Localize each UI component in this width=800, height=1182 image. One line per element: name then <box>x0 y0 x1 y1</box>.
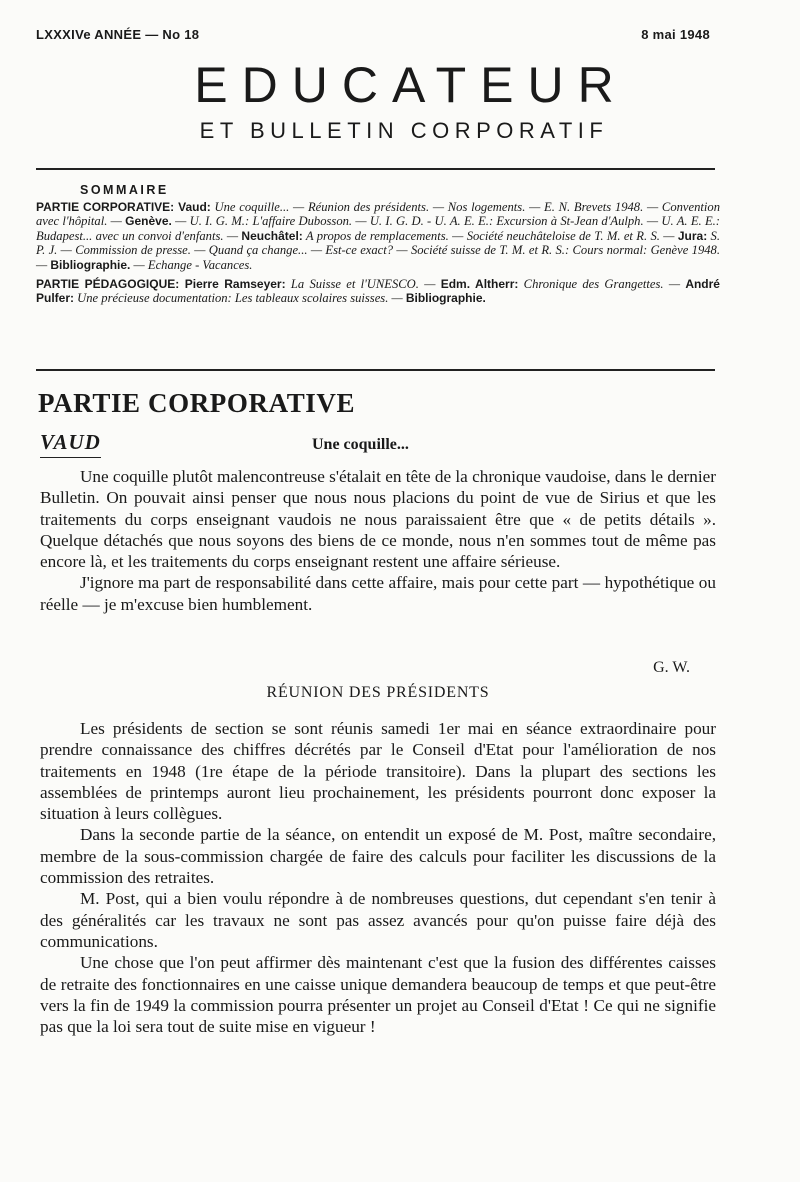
masthead <box>0 58 800 144</box>
toc-corporative: PARTIE CORPORATIVE: Vaud: Une coquille... — Réunion des présidents. — Nos logements. — E. N. Brevets 1948. — Convention avec l'hôpital. — Genève. — U. I. G. M.: L'affaire Dubosson. — U. I. G. D. - U. A. E. E.: Excursion à St-Jean d'Aulph. — U. A. E. E.: Budapest... avec un convoi d'enfants. — Neuchâtel: A propos de remplacements. — Société neuchâteloise de T. M. et R. S. — Jura: S. P. J. — Commission de presse. — Quand ça change... — Est-ce exact? — Société suisse de T. M. et R. S.: Cours normal: Genève 1948. — Bibliographie. — Echange - Vacances. <box>36 199 721 272</box>
toc-bibliographie-2: Bibliographie. <box>405 291 486 306</box>
toc-heading: SOMMAIRE <box>80 183 169 197</box>
toc-pedagogique: PARTIE PÉDAGOGIQUE: Pierre Ramseyer: La Suisse et l'UNESCO. — Edm. Altherr: Chronique des Grangettes. — André Pulfer: Une précieuse documentation: Les tableaux scolaires suisses. — Bibliographie. <box>36 276 720 306</box>
canton-heading: VAUD <box>40 430 101 458</box>
signature: G. W. <box>653 659 690 676</box>
toc-author-ramseyer: Pierre Ramseyer <box>184 276 282 291</box>
paragraph: Dans la seconde partie de la séance, on entendit un exposé de M. Post, maître secondaire, membre de la sous-commission chargée de faire des calculs pour faciliter les discussions de la commission des retraites. <box>40 825 716 888</box>
subsection-heading: RÉUNION DES PRÉSIDENTS <box>266 684 490 701</box>
toc-author-altherr: Edm. Altherr <box>440 276 515 291</box>
issue-number: LXXXIVe ANNÉE — No 18 <box>36 27 200 42</box>
toc-author-pulfer: André Pulfer <box>36 276 720 306</box>
toc-jura: Jura <box>677 228 704 243</box>
toc-jura-items: S. P. J. — Commission de presse. — Quand ça change... — Est-ce exact? — Société suisse de T. M. et R. S.: Cours normal: Genève 1948. — <box>36 228 721 272</box>
divider-top <box>36 168 715 170</box>
toc-geneve-items: — U. I. G. M.: L'affaire Dubosson. — U. I. G. D. - U. A. E. E.: Excursion à St-Jean d'Aulph. — U. A. E. E.: Budapest... avec un convoi d'enfants. — <box>36 214 720 243</box>
article-title: Une coquille... <box>312 436 409 453</box>
paragraph: J'ignore ma part de responsabilité dans cette affaire, mais pour cette part — hypothétique ou réelle — je m'excuse bien humblement. <box>40 573 716 614</box>
paragraph: Une coquille plutôt malencontreuse s'étalait en tête de la chronique vaudoise, dans le dernier Bulletin. On pouvait ainsi penser que nous nous placions du point de vue de Sirius et que les traitements du corps enseignant vaudois ne nous paraissaient être que « de petits détails ». Quelque détachés que nous soyons des biens de ce monde, nous n'en sommes tout de même pas encore là, et les traitements du corps enseignant restent une affaire sérieuse. <box>40 467 716 572</box>
toc-echange: — Echange - Vacances. <box>130 257 253 272</box>
paragraph: Les présidents de section se sont réunis samedi 1er mai en séance extraordinaire pour prendre connaissance des chiffres décrétés par le Conseil d'Etat pour l'amélioration de nos traitements en 1948 (1re étape de la période transitoire). Dans la plupart des sections les assemblées de printemps auront lieu prochainement, les présidents pourront donc exposer la situation à leurs collègues. <box>40 719 716 824</box>
section-title: PARTIE CORPORATIVE <box>38 388 356 418</box>
issue-date: 8 mai 1948 <box>641 27 710 42</box>
toc-work-tableaux: Une précieuse documentation: Les tableaux scolaires suisses. — <box>74 291 406 306</box>
article-coquille <box>40 466 716 615</box>
issue-line <box>36 27 710 42</box>
toc-bibliographie: Bibliographie. <box>50 257 131 272</box>
table-of-contents <box>36 183 720 310</box>
journal-title: EDUCATEUR <box>194 57 628 113</box>
paragraph: Une chose que l'on peut affirmer dès maintenant c'est que la fusion des différentes caisses de retraite des fonctionnaires en une caisse unique demandera beaucoup de temps et que peut-être vers la fin de 1949 la commission pourra présenter un projet au Conseil d'Etat ! Ce qui ne signifie pas que la loi sera tout de suite mise en vigueur ! <box>40 953 716 1037</box>
toc-corporative-label: PARTIE CORPORATIVE <box>36 199 171 214</box>
divider-bottom <box>36 369 715 371</box>
toc-vaud-items: Une coquille... — Réunion des présidents. — Nos logements. — E. N. Brevets 1948. — Convention avec l'hôpital. — <box>36 199 720 229</box>
journal-subtitle: ET BULLETIN CORPORATIF <box>199 118 609 143</box>
toc-pedagogique-label: PARTIE PÉDAGOGIQUE <box>36 276 176 291</box>
toc-work-grangettes: Chronique des Grangettes. — <box>518 276 686 291</box>
toc-vaud: Vaud <box>178 199 207 214</box>
toc-neuchatel-items: A propos de remplacements. — Société neuchâteloise de T. M. et R. S. — <box>302 228 678 243</box>
toc-work-unesco: La Suisse et l'UNESCO. — <box>285 276 441 291</box>
article-reunion <box>40 718 716 1037</box>
toc-neuchatel: Neuchâtel <box>241 228 299 243</box>
toc-geneve: Genève. <box>125 214 172 229</box>
paragraph: M. Post, qui a bien voulu répondre à de nombreuses questions, dut cependant s'en tenir à des généralités car les travaux ne sont pas assez avancés pour qu'on puisse faire déjà des communications. <box>40 889 716 951</box>
